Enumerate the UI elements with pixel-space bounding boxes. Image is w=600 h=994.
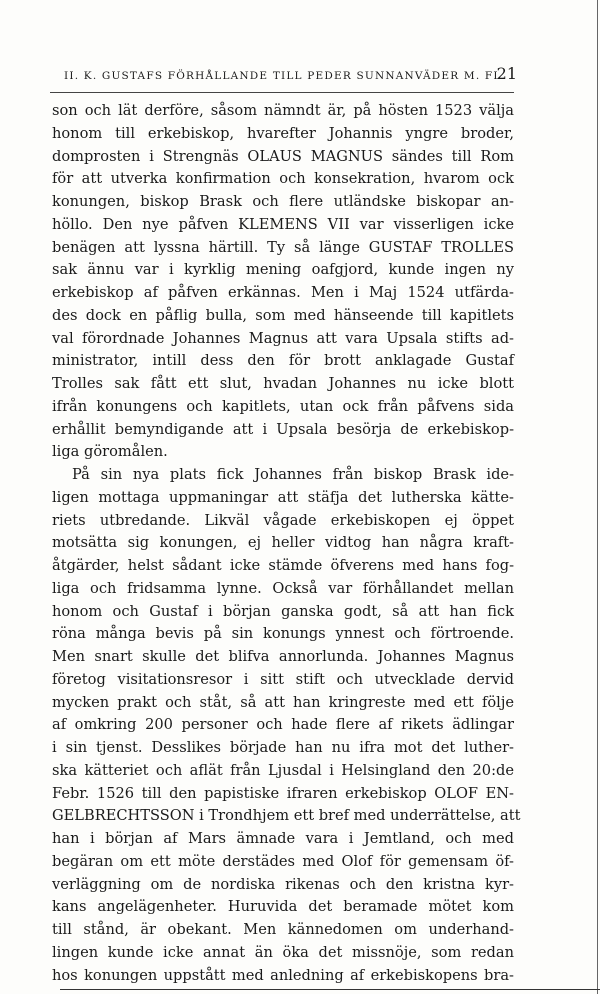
header-rule [50, 92, 514, 93]
text-line: erkebiskop af påfven erkännas. Men i Maj 1524 utfärda- [52, 284, 514, 301]
text-line: verläggning om de nordiska rikenas och den kristna kyr- [52, 875, 514, 893]
text-line: domprosten i Strengnäs OLAUS MAGNUS sändes till Rom [52, 147, 514, 165]
text-line: liga och fridsamma lynne. Också var förhållandet mellan [52, 579, 514, 597]
text-line: begäran om ett möte derstädes med Olof för gemensam öf- [52, 852, 514, 870]
text-line: des dock en påflig bulla, som med hänseende till kapitlets [52, 306, 514, 324]
text-line: röna många bevis på sin konungs ynnest och förtroende. [52, 625, 514, 643]
page-edge-right [597, 0, 598, 994]
text-line: son och lät derföre, såsom nämndt är, på hösten 1523 välja [52, 102, 514, 119]
text-line: Febr. 1526 till den papistiske ifraren erkebiskop OLOF EN- [52, 784, 514, 802]
text-line: liga göromålen. [52, 443, 168, 461]
text-line: GELBRECHTSSON i Trondhjem ett bref med underrättelse, att [52, 807, 521, 825]
text-line: riets utbredande. Likväl vågade erkebiskopen ej öppet [52, 511, 514, 529]
text-line: motsätta sig konungen, ej heller vidtog han några kraft- [52, 534, 514, 552]
body-text [52, 100, 521, 987]
text-line: lingen kunde icke annat än öka det missnöje, som redan [52, 943, 514, 961]
running-head: II. K. GUSTAFS FÖRHÅLLANDE TILL PEDER SUNNANVÄDER M. FL. [64, 70, 507, 82]
text-line: höllo. Den nye påfven KLEMENS VII var visserligen icke [52, 215, 514, 233]
text-line: ministrator, intill dess den för brott anklagade Gustaf [52, 352, 514, 370]
page-header [64, 64, 517, 86]
text-line: konungen, biskop Brask och flere utländske biskopar an- [52, 193, 514, 210]
text-line: för att utverka konfirmation och konsekration, hvarom ock [52, 170, 514, 188]
text-line: honom och Gustaf i början ganska godt, så att han fick [52, 602, 514, 620]
text-line: Trolles sak fått ett slut, hvadan Johannes nu icke blott [52, 375, 514, 392]
text-line: benägen att lyssna härtill. Ty så länge GUSTAF TROLLES [52, 238, 514, 256]
text-line: ska kätteriet och aflät från Ljusdal i Helsingland den 20:de [52, 761, 514, 779]
text-line: mycken prakt och ståt, så att han kringreste med ett följe [52, 693, 514, 711]
text-line: Men snart skulle det blifva annorlunda. Johannes Magnus [52, 648, 514, 665]
text-line: sak ännu var i kyrklig mening oafgjord, kunde ingen ny [52, 261, 514, 279]
text-line: val förordnade Johannes Magnus att vara Upsala stifts ad- [52, 329, 514, 347]
text-line: åtgärder, helst sådant icke stämde öfverens med hans fog- [52, 557, 514, 574]
text-line: erhållit bemyndigande att i Upsala besörja de erkebiskop- [52, 420, 514, 438]
text-line: På sin nya plats fick Johannes från biskop Brask ide- [72, 466, 514, 483]
page-number: 21 [496, 64, 517, 83]
text-line: i sin tjenst. Desslikes började han nu ifra mot det luther- [52, 739, 514, 756]
text-line: honom till erkebiskop, hvarefter Johannis yngre broder, [52, 124, 514, 142]
text-line: ifrån konungens och kapitlets, utan ock från påfvens sida [52, 397, 514, 415]
text-line: hos konungen uppstått med anledning af erkebiskopens bra- [52, 966, 514, 984]
text-line: af omkring 200 personer och hade flere af rikets ädlingar [52, 716, 514, 734]
text-line: till stånd, är obekant. Men kännedomen om underhand- [52, 921, 514, 938]
text-line: kans angelägenheter. Huruvida det beramade mötet kom [52, 898, 514, 916]
text-line: ligen mottaga uppmaningar att stäfja det lutherska kätte- [52, 488, 514, 506]
page-edge-bottom [60, 989, 600, 990]
text-line: företog visitationsresor i sitt stift och utvecklade dervid [52, 670, 514, 688]
text-line: han i början af Mars ämnade vara i Jemtland, och med [52, 830, 514, 847]
